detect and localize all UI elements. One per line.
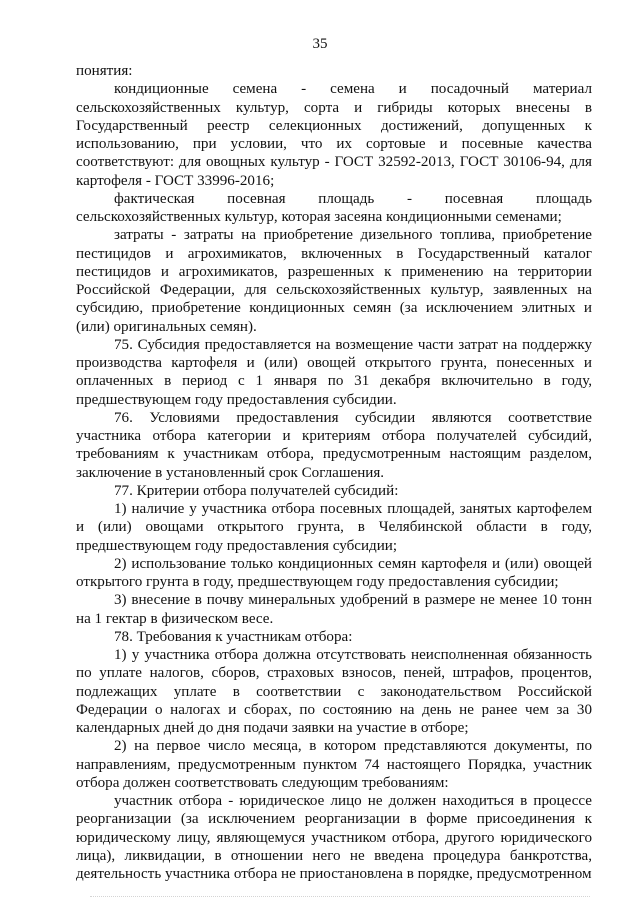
- paragraph-definition-area: фактическая посевная площадь - посевная площадь сельскохозяйственных культур, которая засеяна кондиционными семенами;: [76, 190, 592, 225]
- paragraph-legal-entity-requirement: участник отбора - юридическое лицо не должен находиться в процессе реорганизации (за исключением реорганизации в форме присоединения к юридическому лицу, являющемуся участником отбора, другого юридического лица), ликвидации, в отношении него не введена процедура банкротства, деятельность участника отбора не приостановлена в порядке, предусмотренном: [76, 793, 592, 882]
- paragraph-clause-78: 78. Требования к участникам отбора:: [114, 628, 353, 645]
- document-body: [76, 62, 592, 883]
- paragraph-definition-costs: затраты - затраты на приобретение дизельного топлива, приобретение пестицидов и агрохимикатов, включенных в Государственный каталог пестицидов и агрохимикатов, разрешенных к применению на территории Российской Федерации, для сельскохозяйственных культур, заявленных на субсидию, приобретение кондиционных семян (за исключением элитных и (или) оригинальных семян).: [76, 227, 592, 335]
- paragraph-clause-75: 75. Субсидия предоставляется на возмещение части затрат на поддержку производства картофеля и (или) овощей открытого грунта, понесенных и оплаченных в период с 1 января по 31 декабря включительно в году, предшествующем году предоставления субсидии.: [76, 336, 592, 408]
- scan-bottom-edge: [90, 896, 590, 898]
- paragraph-clause-77-item-3: 3) внесение в почву минеральных удобрений в размере не менее 10 тонн на 1 гектар в физическом весе.: [76, 592, 592, 627]
- paragraph-clause-76: 76. Условиями предоставления субсидии являются соответствие участника отбора категории и критериям отбора получателей субсидий, требованиям к участникам отбора, предусмотренным настоящим разделом, заключение в установленный срок Соглашения.: [76, 409, 592, 481]
- paragraph-clause-78-item-2: 2) на первое число месяца, в котором представляются документы, по направлениям, предусмотренным пунктом 74 настоящего Порядка, участник отбора должен соответствовать следующим требованиям:: [76, 738, 592, 791]
- paragraph-clause-78-item-1: 1) у участника отбора должна отсутствовать неисполненная обязанность по уплате налогов, сборов, страховых взносов, пеней, штрафов, процентов, подлежащих уплате в соответствии с законодательством Российской Федерации о налогах и сборах, по состоянию на день не ранее чем за 30 календарных дней до дня подачи заявки на участие в отборе;: [76, 647, 592, 736]
- paragraph-clause-77-item-2: 2) использование только кондиционных семян картофеля и (или) овощей открытого грунта в году, предшествующем году предоставления субсидии;: [76, 555, 592, 590]
- paragraph-terms-intro: понятия:: [76, 63, 133, 79]
- paragraph-clause-77: 77. Критерии отбора получателей субсидий:: [114, 482, 399, 499]
- paragraph-clause-77-item-1: 1) наличие у участника отбора посевных площадей, занятых картофелем и (или) овощами открытого грунта, в Челябинской области в году, предшествующем году предоставления субсидии;: [76, 501, 592, 554]
- paragraph-definition-seeds: кондиционные семена - семена и посадочный материал сельскохозяйственных культур, сорта и гибриды которых внесены в Государственный реестр селекционных достижений, допущенных к использованию, при условии, что их сортовые и посевные качества соответствуют: для овощных культур - ГОСТ 32592-2013, ГОСТ 30106-94, для картофеля - ГОСТ 33996-2016;: [76, 81, 592, 189]
- page-number: 35: [312, 36, 328, 52]
